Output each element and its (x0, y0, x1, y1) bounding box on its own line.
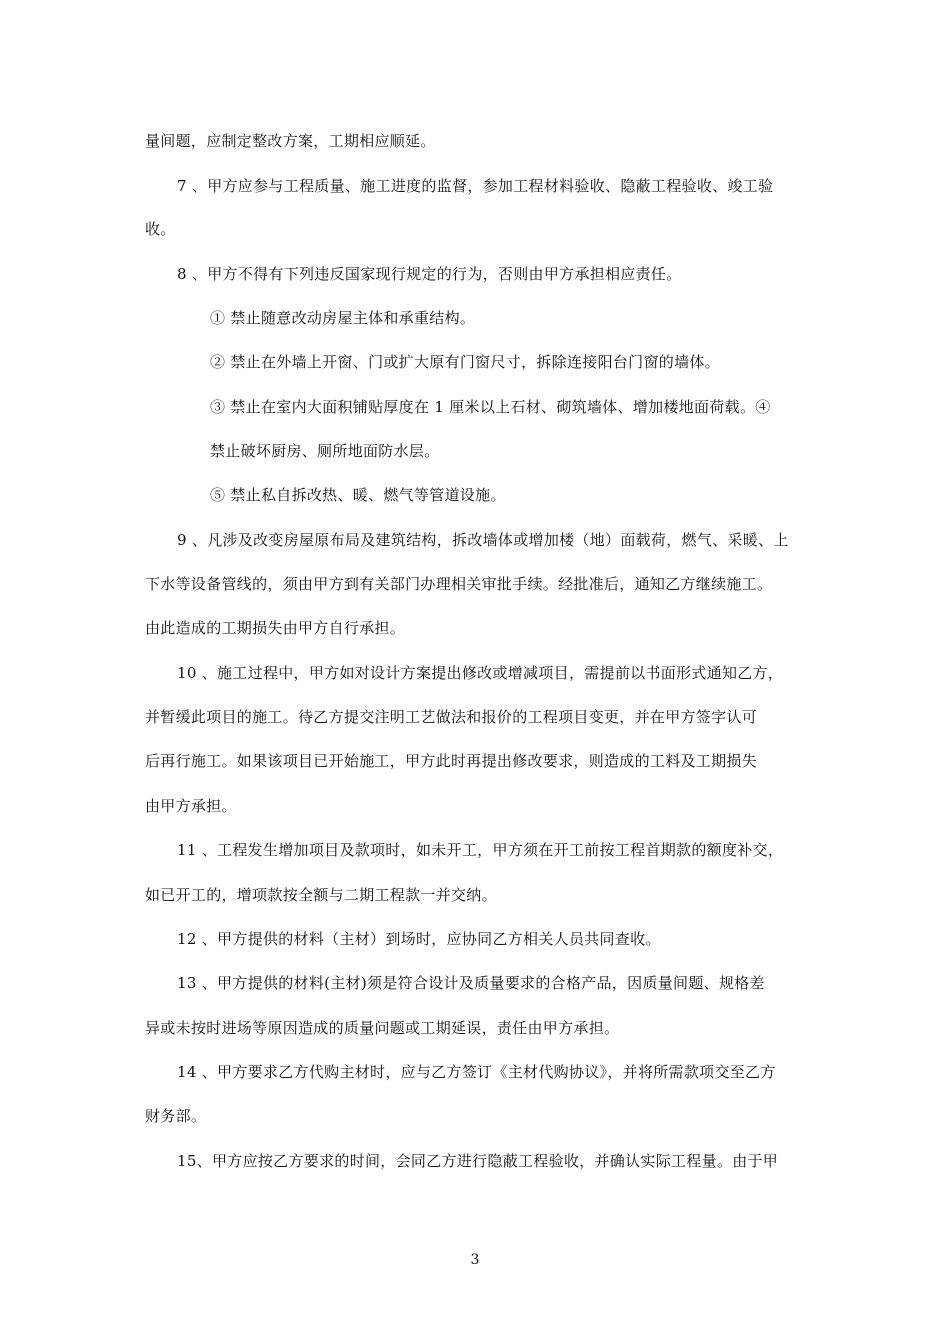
text-line: 下水等设备管线的，须由甲方到有关部门办理相关审批手续。经批准后，通知乙方继续施工。 (145, 575, 773, 593)
text-line: 7 、甲方应参与工程质量、施工进度的监督，参加工程材料验收、隐蔽工程验收、竣工验 (177, 177, 774, 195)
text-line: 11 、工程发生增加项目及款项时，如未开工，甲方须在开工前按工程首期款的额度补交， (177, 841, 784, 859)
text-line: 10 、施工过程中，甲方如对设计方案提出修改或增减项目，需提前以书面形式通知乙方， (177, 664, 784, 682)
text-line: ⑤ 禁止私自拆改热、暖、燃气等管道设施。 (210, 486, 506, 504)
text-line: ③ 禁止在室内大面积铺贴厚度在 1 厘米以上石材、砌筑墙体、增加楼地面荷载。④ (210, 398, 771, 416)
text-line: 收。 (145, 220, 176, 238)
text-line: 财务部。 (145, 1107, 207, 1125)
page-number: 3 (470, 1252, 480, 1268)
text-line: 由此造成的工期损失由甲方自行承担。 (145, 619, 406, 637)
text-line: 12 、甲方提供的材料（主材）到场时，应协同乙方相关人员共同查收。 (177, 930, 661, 948)
text-line: 13 、甲方提供的材料(主材)须是符合设计及质量要求的合格产品，因质量间题、规格差 (177, 974, 765, 992)
text-line: ② 禁止在外墙上开窗、门或扩大原有门窗尺寸，拆除连接阳台门窗的墙体。 (210, 353, 720, 371)
text-line: 由甲方承担。 (145, 797, 237, 815)
text-line: 9 、凡涉及改变房屋原布局及建筑结构，拆改墙体或增加楼（地）面载荷，燃气、采暖、上 (177, 531, 789, 549)
text-line: 8 、甲方不得有下列违反国家现行规定的行为，否则由甲方承担相应责任。 (177, 265, 682, 283)
text-line: 并暂缓此项目的施工。待乙方提交注明工艺做法和报价的工程项目变更，并在甲方签字认可 (145, 708, 758, 726)
text-line: 14 、甲方要求乙方代购主材时，应与乙方签订《主材代购协议》，并将所需款项交至乙方 (177, 1063, 776, 1081)
text-line: 量间题，应制定整改方案，工期相应顺延。 (145, 132, 436, 150)
text-line: 禁止破坏厨房、厕所地面防水层。 (210, 442, 440, 460)
text-line: 后再行施工。如果该项目已开始施工，甲方此时再提出修改要求，则造成的工料及工期损失 (145, 752, 758, 770)
text-line: 15、甲方应按乙方要求的时间，会同乙方进行隐蔽工程验收，并确认实际工程量。由于甲 (177, 1152, 779, 1170)
text-line: 异或未按时进场等原因造成的质量问题或工期延误，责任由甲方承担。 (145, 1019, 620, 1037)
text-line: 如已开工的，增项款按全额与二期工程款一并交纳。 (145, 886, 497, 904)
text-line: ① 禁止随意改动房屋主体和承重结构。 (210, 309, 476, 327)
